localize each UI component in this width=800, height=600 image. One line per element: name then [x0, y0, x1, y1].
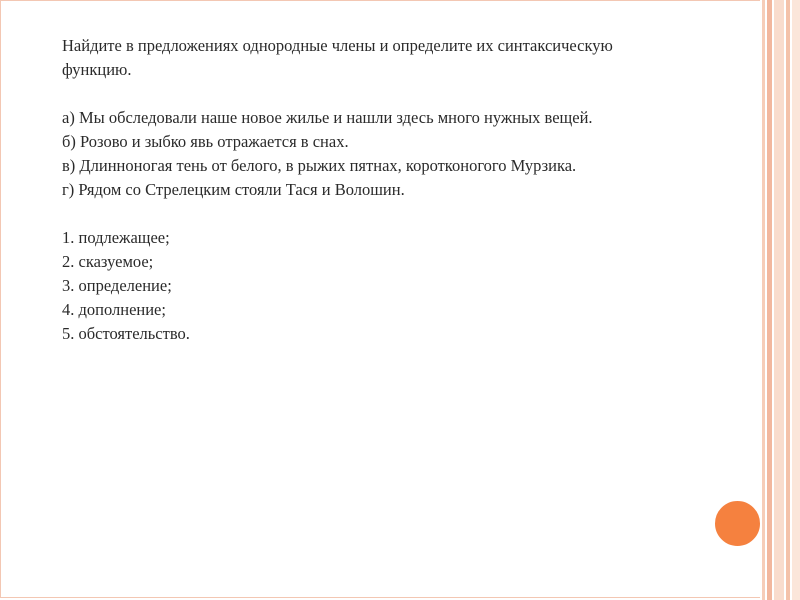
option-attribute: 3. определение;	[62, 276, 172, 295]
instruction-line: функцию.	[62, 60, 132, 79]
decor-stripe	[774, 0, 784, 600]
sentence-list	[62, 106, 752, 202]
spacer	[62, 82, 752, 106]
decor-stripe	[767, 0, 772, 600]
accent-circle-decoration	[713, 499, 762, 548]
decor-stripe	[762, 0, 765, 600]
slide-text	[62, 34, 752, 346]
option-object: 4. дополнение;	[62, 300, 166, 319]
option-predicate: 2. сказуемое;	[62, 252, 154, 271]
option-subject: 1. подлежащее;	[62, 228, 170, 247]
sentence-c: в) Длинноногая тень от белого, в рыжих пятнах, коротконогого Мурзика.	[62, 156, 577, 175]
sentence-a: а) Мы обследовали наше новое жилье и нашли здесь много нужных вещей.	[62, 108, 593, 127]
option-adverbial: 5. обстоятельство.	[62, 324, 190, 343]
decor-stripe	[786, 0, 790, 600]
spacer	[62, 202, 752, 226]
sentence-b: б) Розово и зыбко явь отражается в снах.	[62, 132, 349, 151]
decor-stripe	[792, 0, 800, 600]
sentence-d: г) Рядом со Стрелецким стояли Тася и Волошин.	[62, 180, 405, 199]
function-options	[62, 226, 752, 346]
instruction-line: Найдите в предложениях однородные члены и определите их синтаксическую	[62, 36, 613, 55]
task-instruction	[62, 34, 752, 82]
